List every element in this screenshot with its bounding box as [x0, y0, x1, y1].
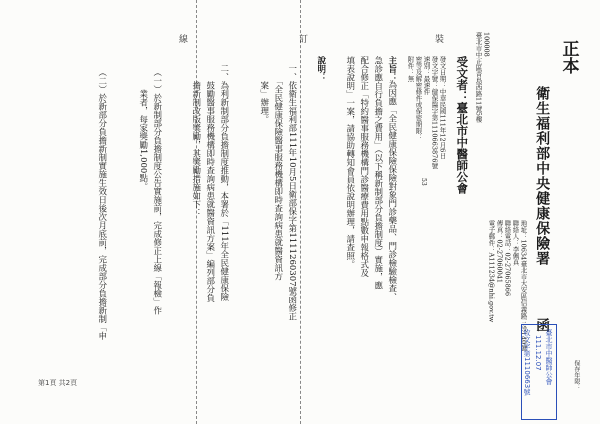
subject-line: 填表說明」一案，請協助轉知會員依說明辦理，請查照。 [344, 56, 355, 269]
stamp-number: 收文字第1110663號 [523, 329, 532, 396]
recipient-postal-code: 100008 [482, 32, 491, 57]
fold-mark-ding: 訂 [297, 34, 307, 43]
stamp-org: 臺北市中醫師公會 [545, 329, 554, 385]
contact-email: 電子郵件：A111234@nhi.gov.tw [487, 220, 496, 323]
fold-mark-zhuang: 線 [177, 34, 187, 43]
fold-mark-line: 裝 [433, 34, 443, 43]
description-line: （一）於新制部分負擔制度公告實施前，完成修正上線「報檢」作 [151, 64, 162, 315]
description-line: 「全民健康保險醫事服務機構即時查詢病患就醫資訊方 [272, 64, 283, 281]
contact-address: 地址：10634臺北市大安區信義路三段140號 [519, 220, 528, 351]
description-line: 案」辦理。 [258, 64, 269, 124]
description-line: （二）於新部分負擔新制實施生效日後次月底前，完成部分負擔新制「申 [96, 64, 107, 341]
recipient-address: 臺北市中正區青島西路11號5樓 [474, 32, 483, 123]
subject-line: 急診應自行負擔之費用」（以下稱新制部分負擔制度）實施，應 [372, 56, 383, 290]
receipt-stamp [521, 324, 557, 420]
subject-label: 主旨： [386, 56, 397, 82]
subject-line: 配合修正「特約醫事服務機構門診醫療費用點數申報格式及 [358, 56, 369, 277]
issuing-agency: 衛生福利部中央健康保險署 [534, 86, 551, 266]
page-number: 第1頁 共2頁 [38, 379, 78, 387]
description-line: 二、為利新制部分負擔制度推動，本署於「111年全民健康保險 [218, 64, 229, 302]
attachments: 附件：無 [406, 56, 415, 82]
description-line: 一、依衛生福利部111年10月5日衛部保字第1111260307號函修正 [286, 64, 297, 321]
issue-number: 發文字號：健保醫字第1110663876號 [430, 56, 439, 169]
description-label: 說明： [315, 56, 326, 82]
description-line: 擔新制改版獎勵，其獎勵措施如下： [190, 64, 201, 217]
fold-line-2 [300, 0, 301, 424]
contact-phone: 聯絡電話：02-27065866 [503, 220, 512, 297]
description-line: 鼓勵醫事服務機構即時查詢病患就醫資訊方案」編列部分負 [204, 64, 215, 302]
subject-line: 為因應「全民健康保險保險對象門診藥品、門診檢驗檢查、 [386, 80, 397, 301]
document-type: 函 [534, 318, 551, 332]
original-copy-mark: 正本 [558, 40, 579, 74]
contact-person: 聯絡人：李佩真 [511, 220, 520, 266]
contact-fax: 傳真：02-27060041 [495, 220, 504, 284]
stamp-date: 111.12.07 [534, 335, 543, 371]
recipient: 受文者：臺北市中醫師公會 [455, 56, 470, 194]
small-note: 53 [419, 178, 427, 186]
confidentiality: 密等及解密條件或保密期限： [414, 56, 423, 141]
retention-label: 保存年限： [572, 360, 580, 390]
issue-date: 發文日期：中華民國111年12月6日 [438, 56, 447, 159]
description-line: 業者，每家獎勵1,000點。 [137, 64, 148, 191]
urgency: 速別：最速件 [422, 56, 431, 95]
